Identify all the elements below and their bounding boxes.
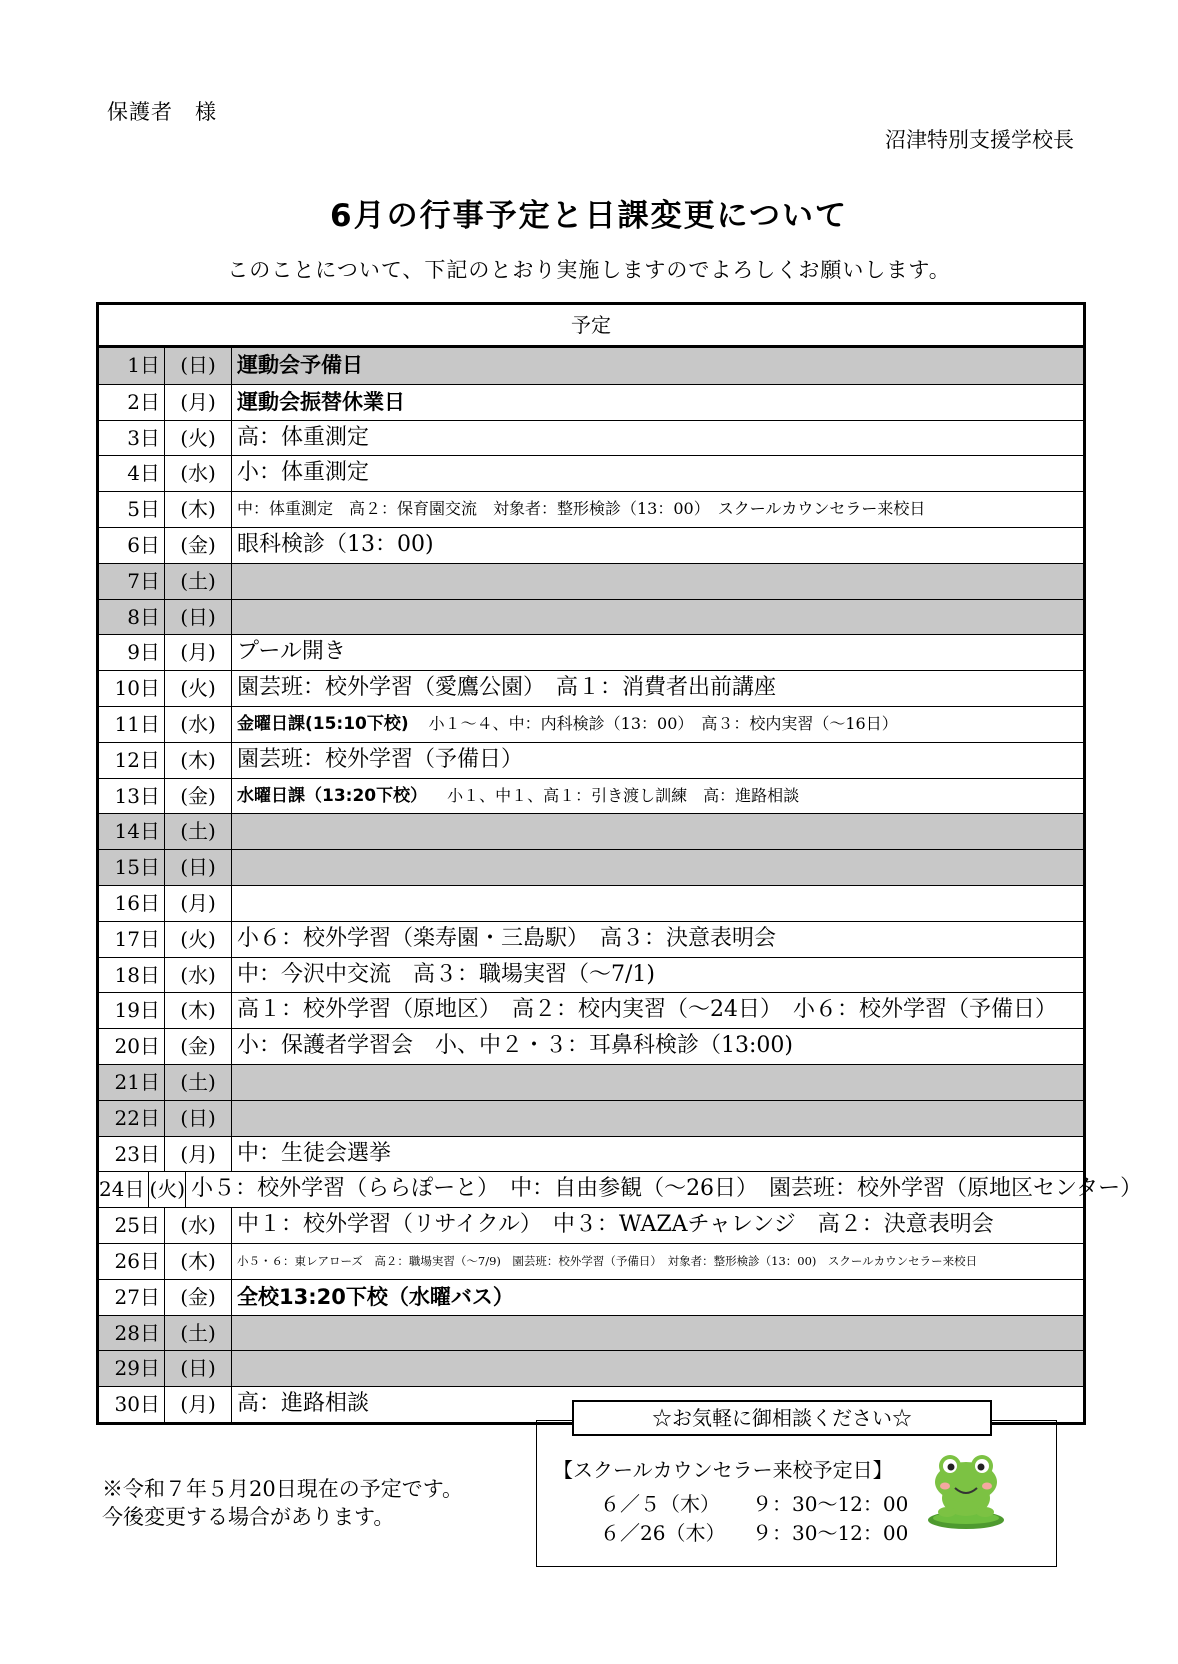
sender: 沼津特別支援学校長 bbox=[885, 128, 1074, 152]
day-cell: 20日 bbox=[99, 1029, 165, 1064]
schedule-row bbox=[99, 348, 1083, 384]
schedule-row bbox=[99, 420, 1083, 456]
event-cell: 小：保護者学習会 小、中２・３：耳鼻科検診（13:00) bbox=[237, 1033, 793, 1059]
day-cell: 11日 bbox=[99, 707, 165, 742]
day-cell: 3日 bbox=[99, 421, 165, 456]
day-cell: 6日 bbox=[99, 528, 165, 563]
weekday-cell: (土) bbox=[165, 564, 232, 599]
weekday-cell: (木) bbox=[165, 743, 232, 778]
day-cell: 22日 bbox=[99, 1101, 165, 1136]
notice-line-2: 今後変更する場合があります。 bbox=[102, 1505, 395, 1529]
weekday-cell: (月) bbox=[165, 886, 232, 921]
event-cell: 高：体重測定 bbox=[237, 424, 370, 450]
day-cell: 2日 bbox=[99, 385, 165, 420]
event-cell: 小５：校外学習（ららぽーと） 中：自由参観（～26日） 園芸班：校外学習（原地区センター） bbox=[191, 1176, 1143, 1202]
day-cell: 8日 bbox=[99, 600, 165, 635]
day-cell: 1日 bbox=[99, 348, 165, 384]
day-cell: 5日 bbox=[99, 492, 165, 527]
weekday-cell: (日) bbox=[165, 600, 232, 635]
event-cell: 運動会予備日 bbox=[237, 353, 363, 377]
visit-date: ６／26（木） bbox=[600, 1521, 726, 1545]
weekday-cell: (月) bbox=[165, 1137, 232, 1172]
weekday-cell: (水) bbox=[165, 707, 232, 742]
weekday-cell: (木) bbox=[165, 492, 232, 527]
day-cell: 4日 bbox=[99, 456, 165, 491]
schedule-row bbox=[99, 1279, 1083, 1315]
event-cell: 眼科検診（13：00) bbox=[237, 531, 434, 557]
weekday-cell: (水) bbox=[165, 1208, 232, 1243]
schedule-row bbox=[99, 849, 1083, 885]
schedule-row bbox=[99, 455, 1083, 491]
event-cell: 運動会振替休業日 bbox=[237, 389, 405, 414]
schedule-row bbox=[99, 921, 1083, 957]
weekday-cell: (火) bbox=[165, 671, 232, 706]
event-cell: 高：進路相談 bbox=[237, 1391, 370, 1417]
weekday-cell: (日) bbox=[165, 1351, 232, 1386]
event-text: 小１、中１、高１：引き渡し訓練 高：進路相談 bbox=[447, 785, 800, 805]
event-cell: 高１：校外学習（原地区） 高２：校内実習（～24日） 小６：校外学習（予備日） bbox=[237, 997, 1057, 1023]
day-cell: 16日 bbox=[99, 886, 165, 921]
schedule-row bbox=[99, 885, 1083, 921]
event-cell bbox=[232, 779, 1083, 814]
weekday-cell: (金) bbox=[165, 779, 232, 814]
weekday-cell: (日) bbox=[165, 348, 232, 384]
visit-time: ９：30～12：00 bbox=[752, 1492, 909, 1516]
day-cell: 10日 bbox=[99, 671, 165, 706]
day-cell: 26日 bbox=[99, 1244, 165, 1279]
schedule-table bbox=[96, 302, 1143, 1425]
visit-time: ９：30～12：00 bbox=[752, 1521, 909, 1545]
day-cell: 27日 bbox=[99, 1280, 165, 1315]
day-cell: 7日 bbox=[99, 564, 165, 599]
schedule-row bbox=[99, 992, 1083, 1028]
schedule-row bbox=[99, 599, 1083, 635]
event-cell bbox=[232, 564, 1083, 599]
day-cell: 21日 bbox=[99, 1065, 165, 1100]
schedule-row bbox=[99, 1171, 1143, 1207]
weekday-cell: (火) bbox=[165, 421, 232, 456]
visit-date: ６／５（木） bbox=[600, 1492, 720, 1516]
counselor-tab: ☆お気軽に御相談ください☆ bbox=[572, 1400, 992, 1436]
schedule-row bbox=[99, 527, 1083, 563]
event-cell: 全校13:20下校（水曜バス） bbox=[237, 1284, 514, 1309]
weekday-cell: (金) bbox=[165, 1280, 232, 1315]
event-cell bbox=[232, 814, 1083, 849]
schedule-row bbox=[99, 634, 1083, 670]
weekday-cell: (水) bbox=[165, 958, 232, 993]
day-cell: 15日 bbox=[99, 850, 165, 885]
day-cell: 14日 bbox=[99, 814, 165, 849]
schedule-row bbox=[99, 1136, 1083, 1172]
schedule-row bbox=[99, 670, 1083, 706]
event-cell: 中１：校外学習（リサイクル） 中３：WAZAチャレンジ 高２：決意表明会 bbox=[237, 1212, 994, 1238]
event-cell bbox=[232, 1316, 1083, 1351]
day-cell: 24日 bbox=[99, 1172, 149, 1207]
event-cell: 小６：校外学習（楽寿園・三島駅） 高３：決意表明会 bbox=[237, 925, 777, 951]
schedule-row bbox=[99, 1100, 1083, 1136]
notice bbox=[102, 1475, 463, 1531]
weekday-cell: (火) bbox=[149, 1172, 186, 1207]
day-cell: 13日 bbox=[99, 779, 165, 814]
event-bold-text: 金曜日課(15:10下校) bbox=[237, 713, 409, 734]
event-cell: 中：体重測定 高２：保育園交流 対象者：整形検診（13：00） スクールカウンセラー来校日 bbox=[237, 499, 926, 519]
event-cell bbox=[232, 1101, 1083, 1136]
event-cell: 小：体重測定 bbox=[237, 460, 370, 486]
weekday-cell: (月) bbox=[165, 635, 232, 670]
schedule-row bbox=[99, 563, 1083, 599]
schedule-row bbox=[99, 1028, 1083, 1064]
weekday-cell: (木) bbox=[165, 1244, 232, 1279]
counselor-heading: 【スクールカウンセラー来校予定日】 bbox=[553, 1458, 893, 1482]
intro-text: このことについて、下記のとおり実施しますのでよろしくお願いします。 bbox=[227, 258, 951, 282]
day-cell: 17日 bbox=[99, 922, 165, 957]
day-cell: 9日 bbox=[99, 635, 165, 670]
weekday-cell: (日) bbox=[165, 1101, 232, 1136]
page-title: 6月の行事予定と日課変更について bbox=[330, 198, 848, 234]
weekday-cell: (土) bbox=[165, 814, 232, 849]
weekday-cell: (火) bbox=[165, 922, 232, 957]
schedule-row bbox=[99, 813, 1083, 849]
event-cell bbox=[232, 886, 1083, 921]
event-cell bbox=[232, 1065, 1083, 1100]
event-cell: 園芸班：校外学習（予備日） bbox=[237, 746, 524, 772]
schedule-row bbox=[99, 1207, 1083, 1243]
weekday-cell: (土) bbox=[165, 1316, 232, 1351]
schedule-row bbox=[99, 1243, 1083, 1279]
weekday-cell: (土) bbox=[165, 1065, 232, 1100]
day-cell: 29日 bbox=[99, 1351, 165, 1386]
event-bold-text: 水曜日課（13:20下校） bbox=[237, 785, 428, 806]
event-cell: 中：今沢中交流 高３：職場実習（～7/1) bbox=[237, 961, 655, 987]
event-cell: 中：生徒会選挙 bbox=[237, 1140, 392, 1166]
weekday-cell: (水) bbox=[165, 456, 232, 491]
schedule-row bbox=[99, 1350, 1083, 1386]
day-cell: 23日 bbox=[99, 1137, 165, 1172]
day-cell: 30日 bbox=[99, 1387, 165, 1422]
frog-icon bbox=[925, 1450, 1007, 1530]
schedule-rows bbox=[99, 348, 1143, 1422]
weekday-cell: (日) bbox=[165, 850, 232, 885]
weekday-cell: (月) bbox=[165, 385, 232, 420]
day-cell: 28日 bbox=[99, 1316, 165, 1351]
addressee: 保護者 様 bbox=[107, 100, 217, 124]
schedule-row bbox=[99, 1064, 1083, 1100]
day-cell: 19日 bbox=[99, 993, 165, 1028]
notice-line-1: ※令和７年５月20日現在の予定です。 bbox=[102, 1477, 464, 1501]
event-cell bbox=[232, 850, 1083, 885]
event-text: 小１～４、中：内科検診（13：00） 高３：校内実習（～16日） bbox=[428, 713, 898, 733]
event-cell bbox=[232, 600, 1083, 635]
weekday-cell: (木) bbox=[165, 993, 232, 1028]
schedule-row bbox=[99, 384, 1083, 420]
schedule-row bbox=[99, 778, 1083, 814]
schedule-row bbox=[99, 706, 1083, 742]
schedule-header: 予定 bbox=[99, 305, 1083, 348]
schedule-row bbox=[99, 957, 1083, 993]
event-cell: 園芸班：校外学習（愛鷹公園） 高１：消費者出前講座 bbox=[237, 675, 777, 701]
weekday-cell: (金) bbox=[165, 1029, 232, 1064]
schedule-row bbox=[99, 742, 1083, 778]
schedule-row bbox=[99, 1315, 1083, 1351]
weekday-cell: (金) bbox=[165, 528, 232, 563]
weekday-cell: (月) bbox=[165, 1387, 232, 1422]
event-cell bbox=[232, 707, 1083, 742]
event-cell: プール開き bbox=[237, 639, 346, 665]
schedule-row bbox=[99, 491, 1083, 527]
day-cell: 12日 bbox=[99, 743, 165, 778]
event-cell: 小５・６：東レアローズ 高２：職場実習（～7/9) 園芸班：校外学習（予備日） 対象者：整形検診（13：00) スクールカウンセラー来校日 bbox=[237, 1253, 978, 1268]
day-cell: 25日 bbox=[99, 1208, 165, 1243]
event-cell bbox=[232, 1351, 1083, 1386]
day-cell: 18日 bbox=[99, 958, 165, 993]
